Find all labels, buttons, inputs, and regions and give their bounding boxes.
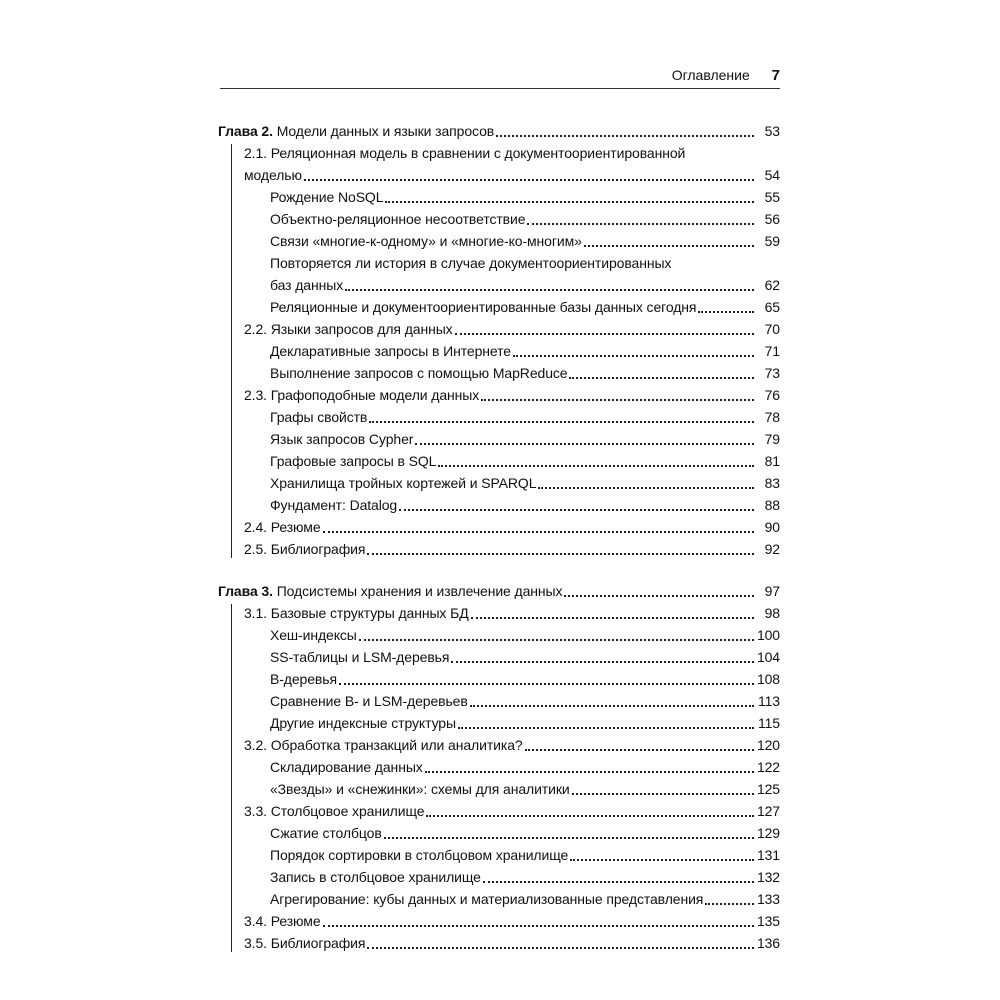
toc-subsection-entry[interactable] [218,778,780,800]
toc-section-entry[interactable] [218,142,780,186]
running-header [220,64,780,86]
entry-page: 122 [756,759,780,775]
toc-subsection-entry[interactable] [218,230,780,252]
page-number: 7 [771,67,780,84]
dot-leader [304,179,754,181]
entry-page: 100 [756,627,780,643]
toc-subsection-entry[interactable] [218,668,780,690]
toc-subsection-entry[interactable] [218,888,780,910]
toc-subsection-entry[interactable] [218,712,780,734]
dot-leader [471,617,754,619]
entry-title: Сравнение B- и LSM-деревьев [270,693,468,709]
chapter-page: 97 [764,583,780,599]
dot-leader [415,443,754,445]
chapter-contents [218,602,780,954]
toc-subsection-entry[interactable] [218,208,780,230]
dot-leader [384,837,754,839]
entry-title: Связи «многие-к-одному» и «многие-ко-многим» [270,233,582,249]
entry-page: 55 [764,189,780,205]
chapter-prefix: Глава 2. [218,123,273,139]
toc-subsection-entry[interactable] [218,494,780,516]
dot-leader [345,289,754,291]
running-header-title: Оглавление [671,67,750,83]
entry-page: 133 [756,891,780,907]
dot-leader [399,509,754,511]
entry-title: Повторяется ли история в случае документоориентированных [270,255,672,271]
dot-leader [369,421,754,423]
entry-page: 70 [764,321,780,337]
entry-page: 59 [764,233,780,249]
entry-title: Другие индексные структуры [270,715,456,731]
toc-chapter-entry[interactable] [218,580,780,602]
chapter-title: Модели данных и языки запросов [276,123,495,139]
entry-title: 2.2. Языки запросов для данных [244,321,453,337]
entry-page: 131 [756,847,780,863]
entry-page: 120 [756,737,780,753]
dot-leader [570,859,754,861]
entry-page: 135 [756,913,780,929]
entry-page: 98 [764,605,780,621]
entry-title: 2.4. Резюме [244,519,321,535]
chapter-label [218,120,494,142]
entry-title: Сжатие столбцов [270,825,382,841]
dot-leader [323,925,754,927]
entry-page: 129 [756,825,780,841]
entry-title: B-деревья [270,671,337,687]
toc-section-entry[interactable] [218,932,780,954]
toc-section-entry[interactable] [218,910,780,932]
entry-title: Хранилища тройных кортежей и SPARQL [270,475,537,491]
toc-subsection-entry[interactable] [218,296,780,318]
entry-page: 92 [764,541,780,557]
dot-leader [455,333,754,335]
toc-section-entry[interactable] [218,800,780,822]
dot-leader [584,245,754,247]
dot-leader [483,881,754,883]
entry-page: 78 [764,409,780,425]
toc-subsection-entry[interactable] [218,646,780,668]
entry-title: Графы свойств [270,409,368,425]
dot-leader [438,465,754,467]
entry-page: 76 [764,387,780,403]
dot-leader [569,377,754,379]
chapter-prefix: Глава 3. [218,583,273,599]
dot-leader [426,815,754,817]
entry-page: 54 [764,167,780,183]
chapter-section [218,580,780,954]
entry-page: 125 [756,781,780,797]
dot-leader [513,355,754,357]
toc-subsection-entry[interactable] [218,340,780,362]
entry-page: 73 [764,365,780,381]
chapter-contents [218,142,780,560]
entry-title: 2.3. Графоподобные модели данных [244,387,480,403]
entry-title: Выполнение запросов с помощью MapReduce [270,365,568,381]
toc-section-entry[interactable] [218,602,780,624]
toc-subsection-entry[interactable] [218,362,780,384]
entry-title: SS-таблицы и LSM-деревья [270,649,450,665]
toc-section-entry[interactable] [218,318,780,340]
entry-title-continued: моделью [244,167,302,183]
entry-page: 113 [757,693,780,709]
entry-page: 62 [764,277,780,293]
dot-leader [698,311,754,313]
entry-page: 65 [764,299,780,315]
entry-title: Запись в столбцовое хранилище [270,869,481,885]
entry-page: 127 [756,803,780,819]
toc-subsection-entry[interactable] [218,428,780,450]
entry-page: 56 [764,211,780,227]
entry-page: 132 [756,869,780,885]
dot-leader [458,727,754,729]
dot-leader [525,749,754,751]
toc-subsection-entry[interactable] [218,756,780,778]
entry-page: 108 [756,671,780,687]
dot-leader [323,531,754,533]
header-rule [220,88,780,89]
entry-title: 3.3. Столбцовое хранилище [244,803,425,819]
table-of-contents [218,120,780,974]
entry-page: 115 [757,715,780,731]
entry-title: Хеш-индексы [270,627,357,643]
entry-page: 136 [756,935,780,951]
toc-subsection-entry[interactable] [218,624,780,646]
entry-title: Реляционные и документоориентированные базы данных сегодня [270,299,697,315]
toc-subsection-entry[interactable] [218,690,780,712]
toc-subsection-entry[interactable] [218,822,780,844]
toc-subsection-entry[interactable] [218,186,780,208]
entry-title: Складирование данных [270,759,423,775]
entry-page: 71 [764,343,780,359]
toc-subsection-entry[interactable] [218,844,780,866]
entry-page: 88 [764,497,780,513]
entry-title: 3.2. Обработка транзакций или аналитика? [244,737,523,753]
dot-leader [367,553,754,555]
entry-page: 83 [764,475,780,491]
dot-leader [538,487,754,489]
toc-section-entry[interactable] [218,734,780,756]
dot-leader [385,201,754,203]
toc-section-entry[interactable] [218,384,780,406]
entry-title: Рождение NoSQL [270,189,384,205]
chapter-section [218,120,780,560]
dot-leader [425,771,754,773]
dot-leader [367,947,754,949]
entry-title: Фундамент: Datalog [270,497,398,513]
dot-leader [470,705,754,707]
dot-leader [481,399,754,401]
entry-page: 90 [764,519,780,535]
chapter-label [218,580,562,602]
entry-page: 81 [764,453,780,469]
entry-title: «Звезды» и «снежинки»: схемы для аналитики [270,781,570,797]
dot-leader [359,639,754,641]
entry-title-continued: баз данных [270,277,344,293]
toc-subsection-entry[interactable] [218,252,780,296]
toc-subsection-entry[interactable] [218,866,780,888]
toc-subsection-entry[interactable] [218,450,780,472]
dot-leader [564,595,754,597]
dot-leader [496,135,754,137]
entry-title: 3.1. Базовые структуры данных БД [244,605,469,621]
entry-title: Язык запросов Cypher [270,431,414,447]
toc-section-entry[interactable] [218,538,780,560]
dot-leader [527,223,754,225]
entry-title: 3.5. Библиография [244,935,366,951]
entry-title: Объектно-реляционное несоответствие [270,211,526,227]
toc-subsection-entry[interactable] [218,406,780,428]
entry-page: 104 [756,649,780,665]
chapter-title: Подсистемы хранения и извлечение данных [276,583,563,599]
dot-leader [451,661,754,663]
toc-section-entry[interactable] [218,516,780,538]
entry-title: Агрегирование: кубы данных и материализованные представления [270,891,704,907]
entry-title: 2.1. Реляционная модель в сравнении с документоориентированной [244,145,686,161]
dot-leader [339,683,754,685]
chapter-page: 53 [764,123,780,139]
dot-leader [705,903,754,905]
toc-chapter-entry[interactable] [218,120,780,142]
toc-subsection-entry[interactable] [218,472,780,494]
entry-title: 2.5. Библиография [244,541,366,557]
entry-title: Порядок сортировки в столбцовом хранилище [270,847,569,863]
entry-title: Декларативные запросы в Интернете [270,343,511,359]
entry-title: 3.4. Резюме [244,913,321,929]
entry-page: 79 [764,431,780,447]
entry-title: Графовые запросы в SQL [270,453,437,469]
dot-leader [572,793,754,795]
